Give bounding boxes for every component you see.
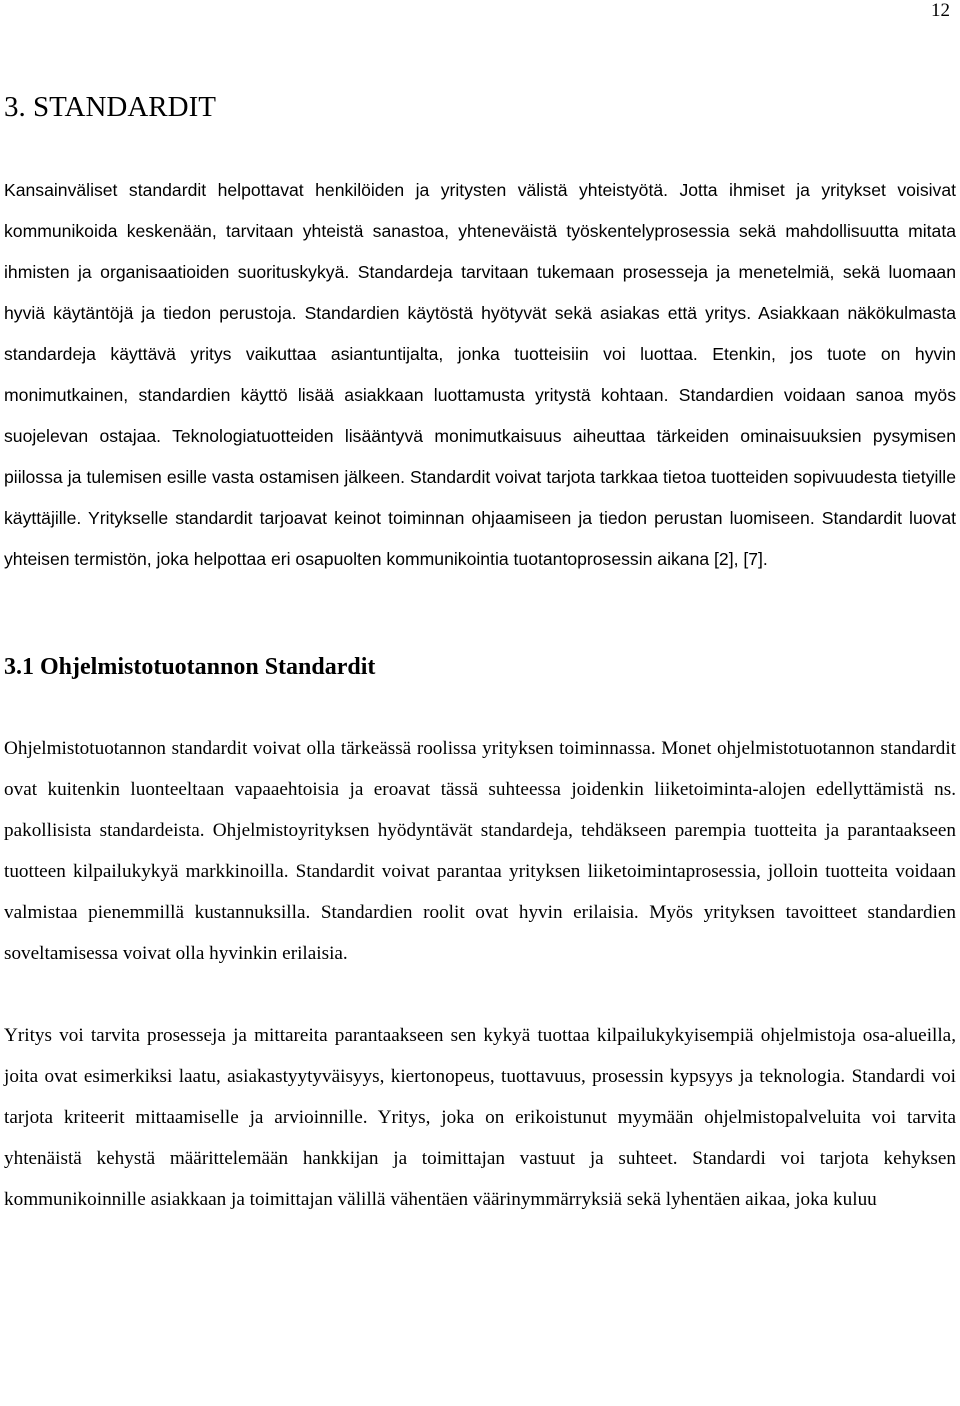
section-paragraph: Ohjelmistotuotannon standardit voivat olla tärkeässä roolissa yrityksen toiminnassa. Monet ohjelmistotuotannon standardit ovat kuitenkin luonteeltaan vapaaehtoisia ja eroavat tässä suhteessa joidenkin liiketoiminta-alojen edellyttämistä ns. pakollisista standardeista. Ohjelmistoyrityksen hyödyntävät standardeja, tehdäkseen parempia tuotteita ja parantaakseen tuotteen kilpailukykyä markkinoilla. Standardit voivat parantaa yrityksen liiketoimintaprosessia, jolloin tuotteita voidaan valmistaa pienemmillä kustannuksilla. Standardien roolit ovat hyvin erilaisia. Myös yrityksen tavoitteet standardien soveltamisessa voivat olla hyvinkin erilaisia. bbox=[4, 738, 956, 964]
page-number: 12 bbox=[931, 0, 950, 21]
chapter-paragraph: Kansainväliset standardit helpottavat henkilöiden ja yritysten välistä yhteistyötä. Jotta ihmiset ja yritykset voisivat kommunikoida keskenään, tarvitaan yhteistä sanastoa, yhteneväistä työskentelyprosessia sekä mahdollisuutta mitata ihmisten ja organisaatioiden suorituskykyä. Standardeja tarvitaan tukemaan prosesseja ja menetelmiä, sekä luomaan hyviä käytäntöjä ja tiedon perustoja. Standardien käytöstä hyötyvät sekä asiakas että yritys. Asiakkaan näkökulmasta standardeja käyttävä yritys vaikuttaa asiantuntijalta, jonka tuotteisiin voi luottaa. Etenkin, jos tuote on hyvin monimutkainen, standardien käyttö lisää asiakkaan luottamusta yritystä kohtaan. Standardien voidaan sanoa myös suojelevan ostajaa. Teknologiatuotteiden lisääntyvä monimutkaisuus aiheuttaa tärkeiden ominaisuuksien pysymisen piilossa ja tulemisen esille vasta ostamisen jälkeen. Standardit voivat tarjota tarkkaa tietoa tuotteiden sopivuudesta tietyille käyttäjille. Yritykselle standardit tarjoavat keinot toiminnan ohjaamiseen ja tiedon perustan luomiseen. Standardit luovat yhteisen termistön, joka helpottaa eri osapuolten kommunikointia tuotantoprosessin aikana [2], [7]. bbox=[4, 180, 956, 569]
section-spacer bbox=[4, 580, 956, 642]
document-body bbox=[4, 82, 956, 1220]
section-paragraph: Yritys voi tarvita prosesseja ja mittareita parantaakseen sen kykyä tuottaa kilpailukykyisempiä ohjelmistoja osa-alueilla, joita ovat esimerkiksi laatu, asiakastyytyväisyys, kiertonopeus, tuottavuus, prosessin kypsyys ja teknologia. Standardi voi tarjota kriteerit mittaamiselle ja arvioinnille. Yritys, joka on erikoistunut myymään ohjelmistopalveluita voi tarvita yhtenäistä kehystä määrittelemään hankkijan ja toimittajan vastuut ja suhteet. Standardi voi tarjota kehyksen kommunikoinnille asiakkaan ja toimittajan välillä vähentäen väärinymmärryksiä sekä lyhentäen aikaa, joka kuluu bbox=[4, 1025, 956, 1210]
section-title: 3.1 Ohjelmistotuotannon Standardit bbox=[4, 654, 376, 680]
paragraph-spacer bbox=[4, 974, 956, 1015]
chapter-title: 3. STANDARDIT bbox=[4, 91, 216, 123]
